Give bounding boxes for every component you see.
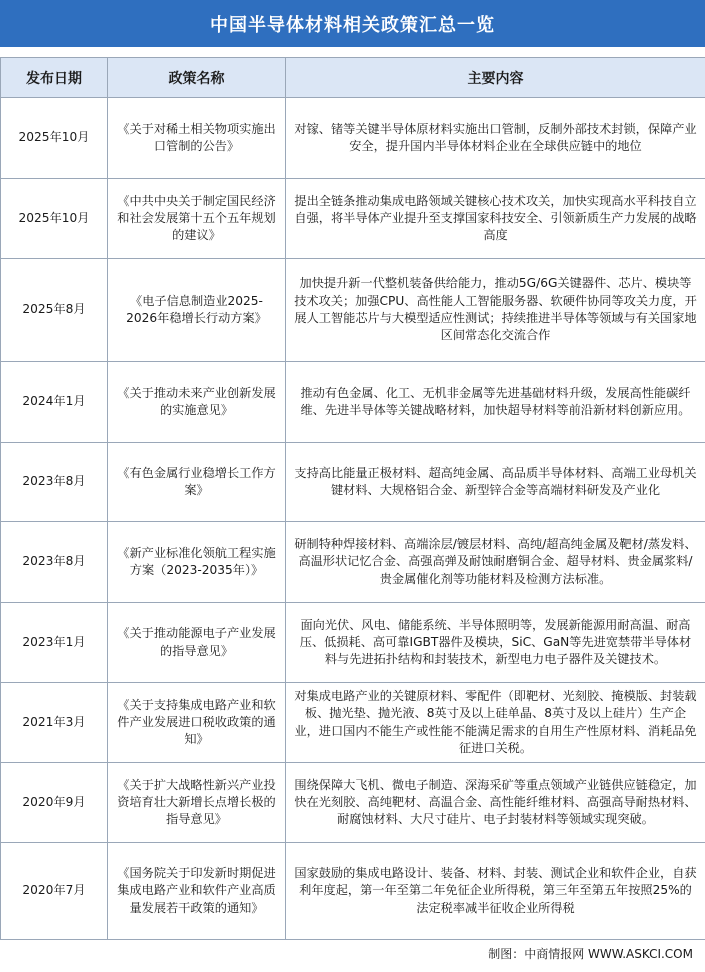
row-content: 面向光伏、风电、储能系统、半导体照明等，发展新能源用耐高温、耐高压、低损耗、高可靠IGBT器件及模块，SiC、GaN等先进宽禁带半导体材料与先进拓扑结构和封装技术，新型电力电子器件及关键技术。 [286, 603, 705, 683]
row-date: 2025年8月 [1, 259, 108, 362]
row-policy-name: 《电子信息制造业2025-2026年稳增长行动方案》 [108, 259, 286, 362]
row-policy-name: 《新产业标准化领航工程实施方案（2023-2035年）》 [108, 522, 286, 603]
policy-table [0, 57, 705, 940]
table-row [1, 362, 705, 443]
row-date: 2021年3月 [1, 683, 108, 763]
row-date: 2023年8月 [1, 443, 108, 522]
row-content: 对镓、锗等关键半导体原材料实施出口管制，反制外部技术封锁，保障产业安全，提升国内半导体材料企业在全球供应链中的地位 [286, 98, 705, 179]
row-policy-name: 《中共中央关于制定国民经济和社会发展第十五个五年规划的建议》 [108, 179, 286, 259]
row-date: 2024年1月 [1, 362, 108, 443]
row-content: 围绕保障大飞机、微电子制造、深海采矿等重点领域产业链供应链稳定，加快在光刻胶、高纯靶材、高温合金、高性能纤维材料、高强高导耐热材料、耐腐蚀材料、大尺寸硅片、电子封装材料等领域实现突破。 [286, 763, 705, 843]
row-content: 研制特种焊接材料、高端涂层/镀层材料、高纯/超高纯金属及靶材/蒸发料、高温形状记忆合金、高强高弹及耐蚀耐磨铜合金、超导材料、贵金属浆料/贵金属催化剂等功能材料及检测方法标准。 [286, 522, 705, 603]
row-policy-name: 《关于支持集成电路产业和软件产业发展进口税收政策的通知》 [108, 683, 286, 763]
page-title: 中国半导体材料相关政策汇总一览 [0, 0, 705, 47]
table-row [1, 443, 705, 522]
row-content: 国家鼓励的集成电路设计、装备、材料、封装、测试企业和软件企业，自获利年度起，第一年至第二年免征企业所得税，第三年至第五年按照25%的法定税率减半征收企业所得税 [286, 843, 705, 940]
row-content: 提出全链条推动集成电路领域关键核心技术攻关，加快实现高水平科技自立自强，将半导体产业提升至支撑国家科技安全、引领新质生产力发展的战略高度 [286, 179, 705, 259]
table-row [1, 179, 705, 259]
table-row [1, 98, 705, 179]
source-credit: 制图：中商情报网 WWW.ASKCI.COM [488, 947, 693, 961]
row-date: 2023年8月 [1, 522, 108, 603]
row-policy-name: 《关于扩大战略性新兴产业投资培育壮大新增长点增长极的指导意见》 [108, 763, 286, 843]
table-row [1, 763, 705, 843]
row-content: 推动有色金属、化工、无机非金属等先进基础材料升级，发展高性能碳纤维、先进半导体等关键战略材料，加快超导材料等前沿新材料创新应用。 [286, 362, 705, 443]
row-content: 支持高比能量正极材料、超高纯金属、高品质半导体材料、高端工业母机关键材料、大规格铝合金、新型锌合金等高端材料研发及产业化 [286, 443, 705, 522]
table-row [1, 843, 705, 940]
row-policy-name: 《关于推动未来产业创新发展的实施意见》 [108, 362, 286, 443]
row-date: 2020年9月 [1, 763, 108, 843]
row-content: 对集成电路产业的关键原材料、零配件（即靶材、光刻胶、掩模版、封装载板、抛光垫、抛光液、8英寸及以上硅单晶、8英寸及以上硅片）生产企业，进口国内不能生产或性能不能满足需求的自用生产性原材料、消耗品免征进口关税。 [286, 683, 705, 763]
row-policy-name: 《国务院关于印发新时期促进集成电路产业和软件产业高质量发展若干政策的通知》 [108, 843, 286, 940]
table-row [1, 603, 705, 683]
table-header-row [1, 58, 705, 98]
row-date: 2023年1月 [1, 603, 108, 683]
header-policy-name: 政策名称 [108, 58, 286, 98]
row-date: 2020年7月 [1, 843, 108, 940]
header-date: 发布日期 [1, 58, 108, 98]
table-row [1, 522, 705, 603]
table-row [1, 683, 705, 763]
table-row [1, 259, 705, 362]
row-date: 2025年10月 [1, 179, 108, 259]
row-policy-name: 《关于对稀土相关物项实施出口管制的公告》 [108, 98, 286, 179]
row-date: 2025年10月 [1, 98, 108, 179]
row-content: 加快提升新一代整机装备供给能力，推动5G/6G关键器件、芯片、模块等技术攻关；加强CPU、高性能人工智能服务器、软硬件协同等攻关力度，开展人工智能芯片与大模型适应性测试；持续推进半导体等领域与有关国家地区间常态化交流合作 [286, 259, 705, 362]
row-policy-name: 《有色金属行业稳增长工作方案》 [108, 443, 286, 522]
header-main-content: 主要内容 [286, 58, 705, 98]
row-policy-name: 《关于推动能源电子产业发展的指导意见》 [108, 603, 286, 683]
